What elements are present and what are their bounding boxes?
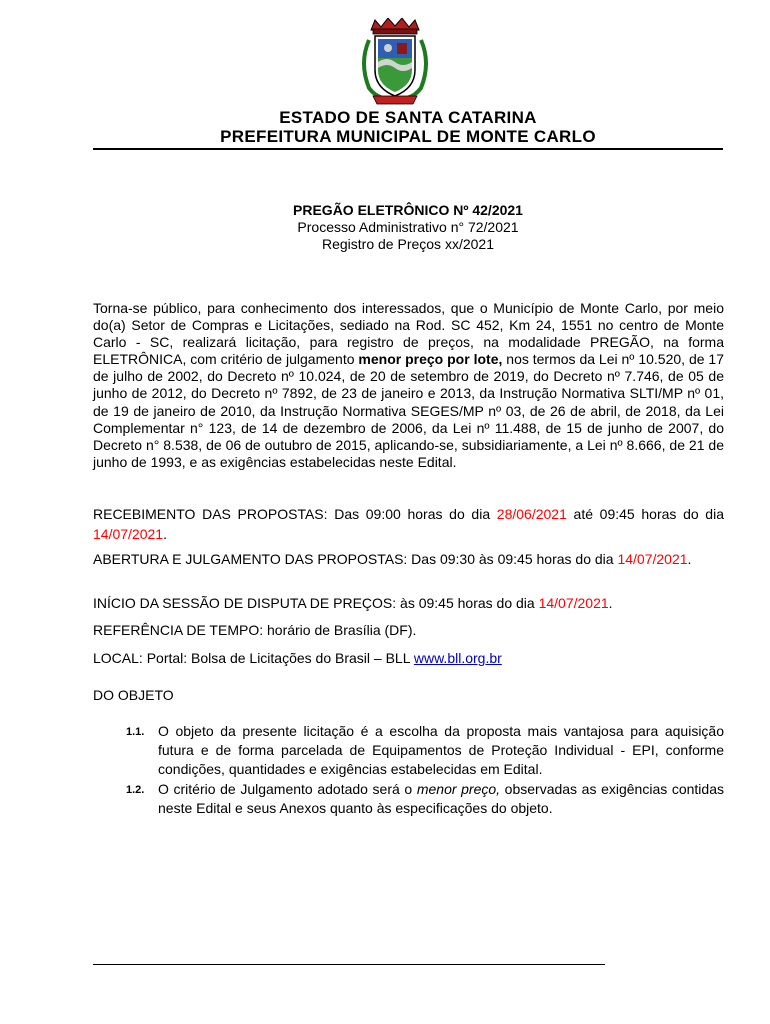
abertura-paragraph [93, 549, 724, 569]
inicio-date: 14/07/2021 [538, 595, 609, 611]
item-number: 1.1. [126, 726, 145, 738]
local-paragraph [93, 650, 724, 667]
pregao-title: PREGÃO ELETRÔNICO Nº 42/2021 [293, 202, 523, 218]
inicio-text: INÍCIO DA SESSÃO DE DISPUTA DE PREÇOS: às 09:45 horas do dia [93, 595, 539, 611]
objeto-item-2 [126, 780, 724, 818]
intro-text: Torna-se público, para conhecimento dos interessados, que o Município de Monte Carlo, por meio do(a) Setor de Compras e Licitações, sediado na Rod. SC 452, Km 24, 1551 no centro de Monte Carlo - SC, realizará licitação, para registro de preços, na modalidade PREGÃO, na forma ELETRÔNICA, com critério de julgamento [93, 300, 724, 368]
objeto-item-1 [126, 722, 724, 779]
inicio-end: . [608, 595, 613, 611]
processo-line: Processo Administrativo n° 72/2021 [297, 219, 519, 235]
recebimento-text-2: até 09:45 horas do dia [566, 506, 724, 522]
recebimento-text: RECEBIMENTO DAS PROPOSTAS: Das 09:00 horas do dia [93, 506, 497, 522]
inicio-paragraph [93, 595, 724, 612]
intro-paragraph [93, 300, 724, 471]
footnote-divider [93, 964, 605, 965]
header-divider [93, 148, 723, 150]
abertura-text: ABERTURA E JULGAMENTO DAS PROPOSTAS: Das 09:30 às 09:45 horas do dia [93, 551, 618, 567]
item-2-criterion: menor preço, [416, 781, 501, 797]
abertura-end: . [687, 551, 692, 567]
recebimento-end-date: 14/07/2021 [93, 526, 164, 542]
bll-link[interactable]: www.bll.org.br [413, 650, 502, 666]
intro-criterion: menor preço por lote, [358, 351, 503, 368]
referencia-paragraph: REFERÊNCIA DE TEMPO: horário de Brasília (DF). [93, 622, 417, 638]
item-2-text-2: observadas as exigências contidas neste Edital e seus Anexos quanto às especificações do objeto. [158, 781, 724, 816]
abertura-date: 14/07/2021 [617, 551, 688, 567]
recebimento-end: . [163, 526, 167, 542]
item-text [158, 780, 724, 818]
recebimento-start-date: 28/06/2021 [496, 506, 567, 522]
recebimento-paragraph [93, 504, 724, 544]
coat-of-arms-icon [355, 18, 435, 106]
local-text: LOCAL: Portal: Bolsa de Licitações do Brasil – BLL [93, 650, 414, 666]
state-heading: ESTADO DE SANTA CATARINA [279, 108, 537, 127]
municipality-heading: PREFEITURA MUNICIPAL DE MONTE CARLO [220, 127, 596, 146]
objeto-heading: DO OBJETO [93, 687, 174, 703]
item-text: O objeto da presente licitação é a escolha da proposta mais vantajosa para aquisição futura e de forma parcelada de Equipamentos de Proteção Individual - EPI, conforme condições, quantidades e exigências estabelecidas em Edital. [158, 723, 724, 777]
item-number: 1.2. [126, 784, 145, 796]
item-2-text: O critério de Julgamento adotado será o [158, 781, 417, 797]
intro-legal-basis: nos termos da Lei nº 10.520, de 17 de julho de 2002, do Decreto nº 10.024, de 20 de setembro de 2019, do Decreto nº 7.746, de 05 de junho de 2012, do Decreto nº 7892, de 23 de janeiro e 2013, da Instrução Normativa SLTI/MP nº 01, de 19 de janeiro de 2010, da Instrução Normativa SEGES/MP nº 03, de 26 de abril, de 2018, da Lei Complementar n° 123, de 14 de dezembro de 2006, da Lei nº 11.488, de 15 de junho de 2007, do Decreto n° 8.538, de 06 de outubro de 2015, aplicando-se, subsidiariamente, a Lei nº 8.666, de 21 de junho de 1993, e as exigências estabelecidas neste Edital. [93, 351, 724, 470]
registro-line: Registro de Preços xx/2021 [322, 236, 494, 252]
